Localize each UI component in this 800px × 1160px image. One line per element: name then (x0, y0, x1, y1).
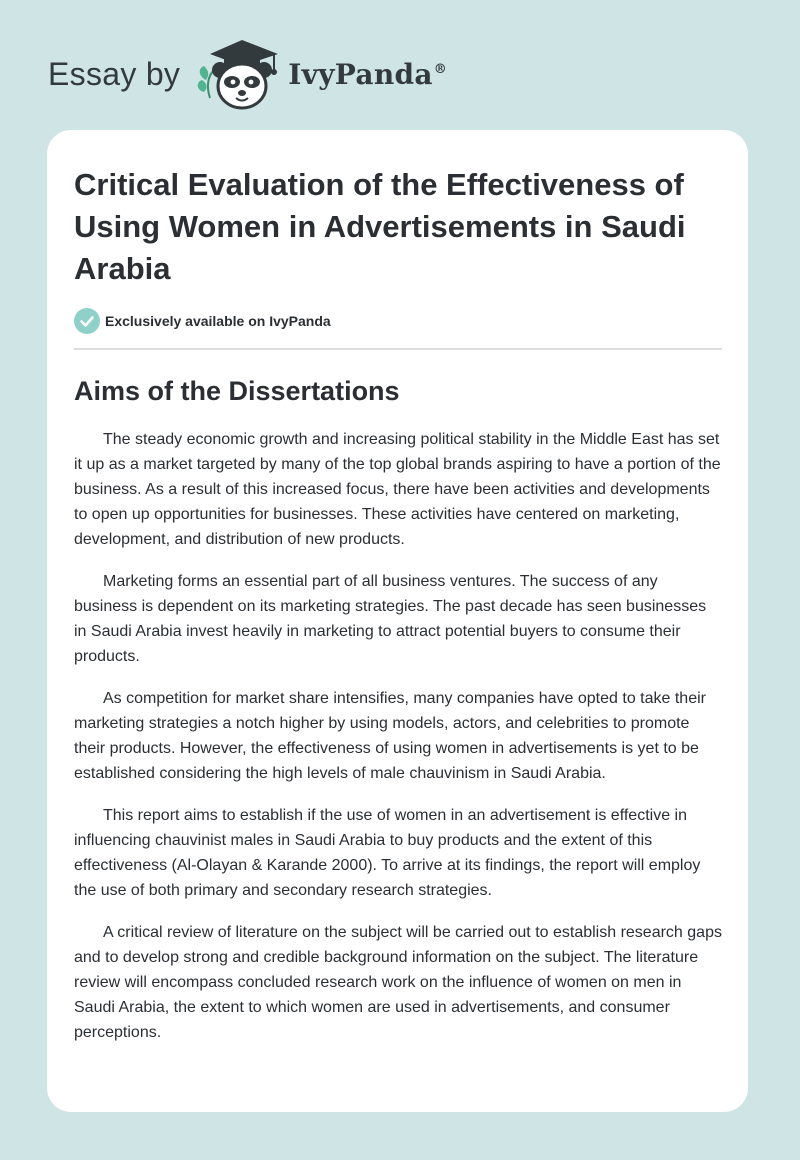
paragraph-4: This report aims to establish if the use of women in an advertisement is effective in influencing chauvinist males in Saudi Arabia to buy products and the extent of this effectiveness (Al-Olayan & Karande 2000). To arrive at its findings, the report will employ the use of both primary and secondary research strategies. (74, 807, 701, 899)
paragraph-5: A critical review of literature on the subject will be carried out to establish research gaps and to develop strong and credible background information on the subject. The literature review will encompass concluded research work on the influence of women on men in Saudi Arabia, the extent to which women are used in advertisements, and consumer perceptions. (74, 924, 722, 1041)
title-divider (74, 348, 722, 350)
brand-prefix: Essay by (48, 55, 181, 92)
page-title: Critical Evaluation of the Effectiveness of Using Women in Advertisements in Saudi Arabia (74, 167, 686, 286)
check-circle-icon (74, 308, 100, 334)
paragraph-3: As competition for market share intensifies, many companies have opted to take their marketing strategies a notch higher by using models, actors, and celebrities to promote their products. However, the effectiveness of using women in advertisements is yet to be established considering the high levels of male chauvinism in Saudi Arabia. (74, 690, 706, 782)
paragraph-2: Marketing forms an essential part of all business ventures. The success of any business is dependent on its marketing strategies. The past decade has seen businesses in Saudi Arabia invest heavily in marketing to attract potential buyers to consume their products. (74, 573, 707, 665)
essay-card (47, 130, 748, 1112)
badge-text: Exclusively available on IvyPanda (105, 313, 331, 329)
exclusive-badge (74, 308, 722, 334)
brand-name: IvyPanda® (288, 57, 448, 91)
section-heading: Aims of the Dissertations (74, 376, 400, 406)
paragraph-1: The steady economic growth and increasing political stability in the Middle East has set it up as a market targeted by many of the top global brands aspiring to have a portion of the business. As a result of this increased focus, there have been activities and developments to open up opportunities for businesses. These activities have centered on marketing, development, and distribution of new products. (74, 431, 721, 548)
panda-graduate-icon (196, 36, 282, 112)
brand-header[interactable] (48, 36, 447, 112)
